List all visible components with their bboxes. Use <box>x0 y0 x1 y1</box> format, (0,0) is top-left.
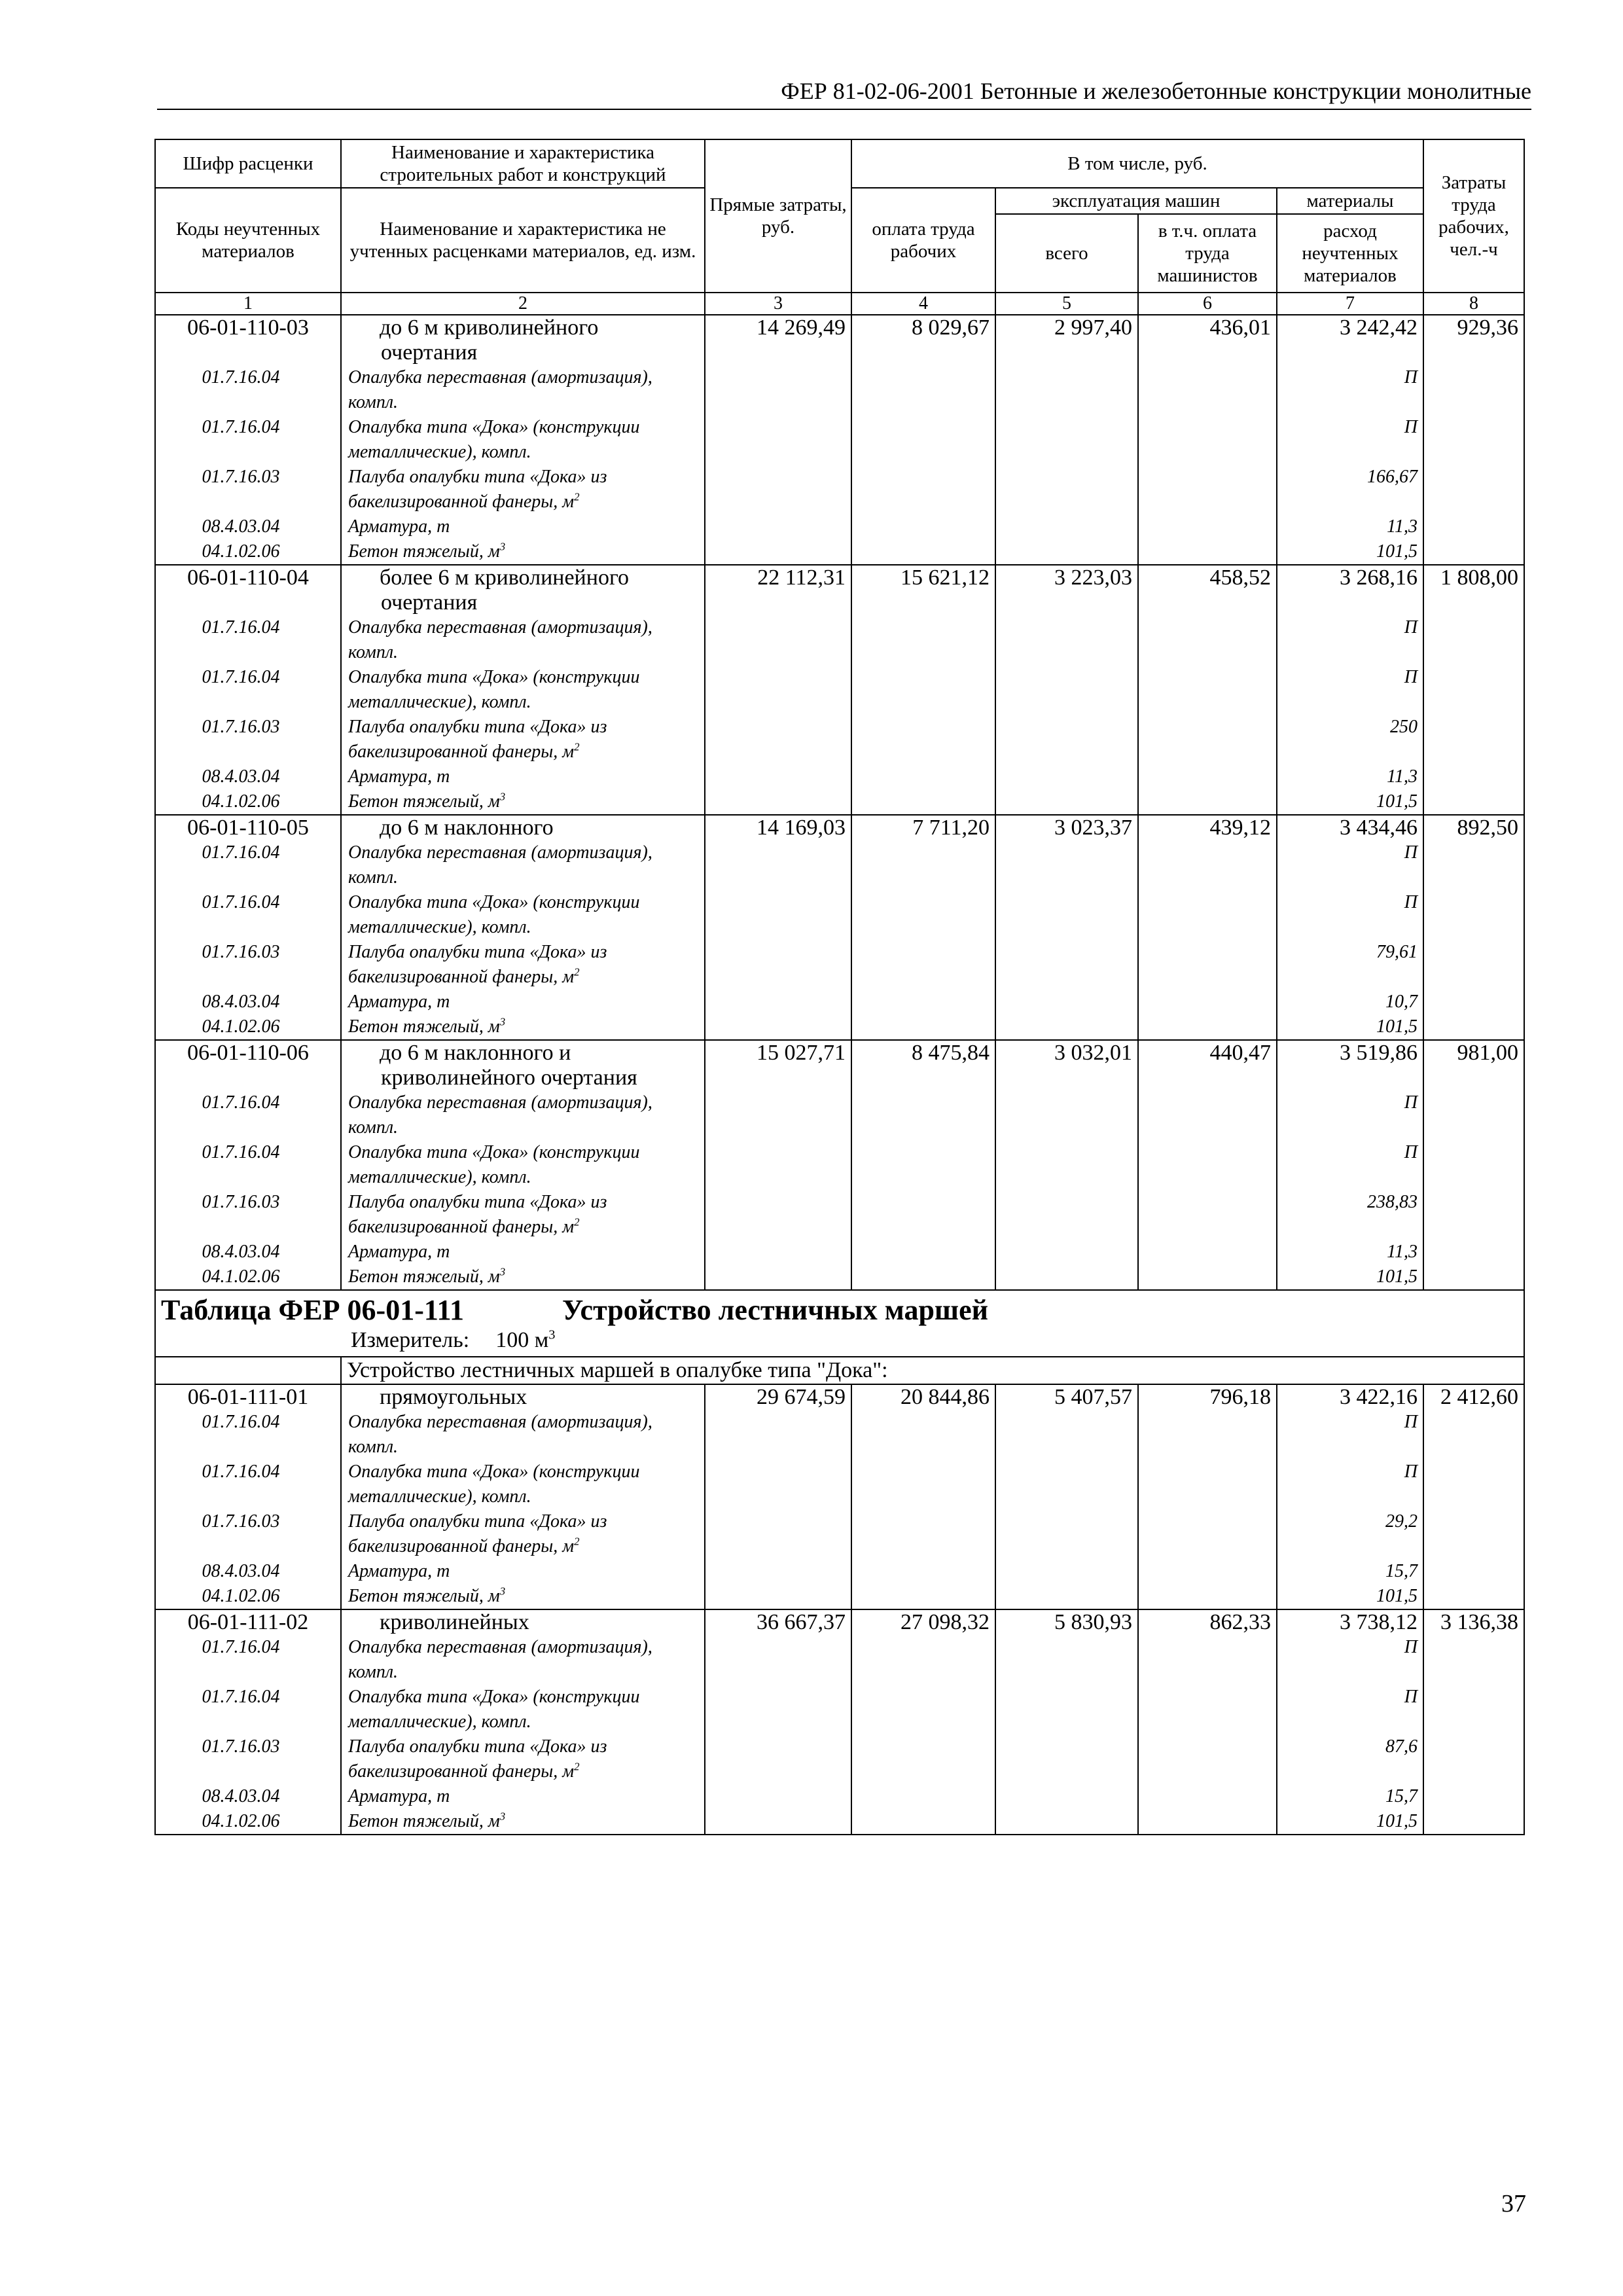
material-row <box>155 1265 1524 1290</box>
material-qty: П <box>1277 615 1423 665</box>
rate-value: 3 032,01 <box>995 1040 1138 1090</box>
page-header-text: ФЕР 81-02-06-2001 Бетонные и железобетонные конструкции монолитные <box>781 78 1531 104</box>
material-qty: П <box>1277 840 1423 890</box>
material-qty: П <box>1277 1410 1423 1460</box>
rate-value: 3 023,37 <box>995 815 1138 840</box>
price-table <box>154 139 1525 1835</box>
material-qty: П <box>1277 665 1423 715</box>
material-row <box>155 990 1524 1014</box>
rate-value: 929,36 <box>1423 315 1524 365</box>
material-name: Опалубка переставная (амортизация), компл. <box>341 365 705 415</box>
column-number: 7 <box>1277 293 1423 315</box>
rate-code: 06-01-110-03 <box>155 315 341 365</box>
section-subheading: Устройство лестничных маршей в опалубке типа "Дока": <box>341 1357 1524 1384</box>
rate-value: 15 621,12 <box>851 565 995 615</box>
material-name: Опалубка переставная (амортизация), компл. <box>341 615 705 665</box>
rate-value: 14 269,49 <box>705 315 851 365</box>
rate-value: 14 169,03 <box>705 815 851 840</box>
material-name: Палуба опалубки типа «Дока» из бакелизированной фанеры, $м^2$ <box>341 715 705 764</box>
material-qty: 101,5 <box>1277 1014 1423 1040</box>
rate-value: 796,18 <box>1138 1384 1277 1410</box>
rate-row <box>155 1609 1524 1635</box>
rate-value: 3 223,03 <box>995 565 1138 615</box>
rate-value: 981,00 <box>1423 1040 1524 1090</box>
material-name: Палуба опалубки типа «Дока» из бакелизированной фанеры, $м^2$ <box>341 1734 705 1784</box>
material-code: 01.7.16.03 <box>155 1190 341 1240</box>
material-qty: 238,83 <box>1277 1190 1423 1240</box>
header-work-name: Наименование и характеристика строительных работ и конструкций <box>341 139 705 188</box>
rate-value: 436,01 <box>1138 315 1277 365</box>
material-name: Палуба опалубки типа «Дока» из бакелизированной фанеры, $м^2$ <box>341 1190 705 1240</box>
header-materials-unaccounted: расход неучтенных материалов <box>1277 214 1423 293</box>
rate-value: 3 434,46 <box>1277 815 1423 840</box>
material-row <box>155 715 1524 764</box>
material-name: Палуба опалубки типа «Дока» из бакелизированной фанеры, $м^2$ <box>341 465 705 514</box>
column-number: 6 <box>1138 293 1277 315</box>
material-code: 04.1.02.06 <box>155 1265 341 1290</box>
material-code: 08.4.03.04 <box>155 1559 341 1584</box>
rate-row <box>155 1384 1524 1410</box>
material-name: Бетон тяжелый, $м^3$ <box>341 789 705 815</box>
material-row <box>155 940 1524 990</box>
rate-value: 3 136,38 <box>1423 1609 1524 1635</box>
material-name: Арматура, т <box>341 1240 705 1265</box>
unit-sup: 2 <box>574 1215 580 1229</box>
rate-name: криволинейных <box>341 1609 705 1635</box>
section-title-row <box>155 1290 1524 1357</box>
rate-value: 5 407,57 <box>995 1384 1138 1410</box>
material-name: Арматура, т <box>341 1784 705 1809</box>
material-code: 04.1.02.06 <box>155 1584 341 1609</box>
material-row <box>155 1685 1524 1734</box>
material-qty: П <box>1277 1685 1423 1734</box>
rate-row <box>155 315 1524 365</box>
material-name: Опалубка типа «Дока» (конструкции металлические), компл. <box>341 1460 705 1509</box>
material-code: 01.7.16.03 <box>155 465 341 514</box>
unit-sup: 3 <box>499 1265 506 1278</box>
material-code: 01.7.16.04 <box>155 665 341 715</box>
rate-value: 1 808,00 <box>1423 565 1524 615</box>
measure-value: 100 м <box>495 1328 549 1352</box>
material-code: 01.7.16.04 <box>155 840 341 890</box>
material-code: 01.7.16.04 <box>155 1410 341 1460</box>
material-code: 01.7.16.04 <box>155 1460 341 1509</box>
material-code: 04.1.02.06 <box>155 1014 341 1040</box>
header-material-codes: Коды неучтенных материалов <box>155 188 341 293</box>
material-code: 01.7.16.03 <box>155 1509 341 1559</box>
unit-sup: 2 <box>574 490 580 503</box>
material-row <box>155 1410 1524 1460</box>
material-row <box>155 514 1524 539</box>
material-row <box>155 1584 1524 1609</box>
rate-row <box>155 565 1524 615</box>
rate-value: 29 674,59 <box>705 1384 851 1410</box>
column-number: 5 <box>995 293 1138 315</box>
material-name: Бетон тяжелый, $м^3$ <box>341 1809 705 1835</box>
rate-row <box>155 1040 1524 1090</box>
material-row <box>155 1190 1524 1240</box>
material-qty: П <box>1277 1140 1423 1190</box>
material-code: 08.4.03.04 <box>155 1240 341 1265</box>
material-code: 08.4.03.04 <box>155 1784 341 1809</box>
material-row <box>155 1635 1524 1685</box>
material-code: 01.7.16.04 <box>155 415 341 465</box>
material-name: Бетон тяжелый, $м^3$ <box>341 1584 705 1609</box>
rate-value: 862,33 <box>1138 1609 1277 1635</box>
material-code: 04.1.02.06 <box>155 1809 341 1835</box>
rate-value: 7 711,20 <box>851 815 995 840</box>
material-qty: П <box>1277 365 1423 415</box>
material-name: Палуба опалубки типа «Дока» из бакелизированной фанеры, $м^2$ <box>341 940 705 990</box>
section-title <box>161 1293 1518 1327</box>
rate-value: 20 844,86 <box>851 1384 995 1410</box>
unit-sup: 2 <box>574 1535 580 1548</box>
header-direct-costs: Прямые затраты, руб. <box>705 139 851 293</box>
material-qty: П <box>1277 890 1423 940</box>
rate-code: 06-01-110-05 <box>155 815 341 840</box>
unit-sup: 2 <box>574 1760 580 1773</box>
column-number: 4 <box>851 293 995 315</box>
rate-code: 06-01-110-04 <box>155 565 341 615</box>
column-number: 3 <box>705 293 851 315</box>
material-name: Опалубка переставная (амортизация), компл. <box>341 840 705 890</box>
material-row <box>155 415 1524 465</box>
material-row <box>155 365 1524 415</box>
material-qty: 166,67 <box>1277 465 1423 514</box>
rate-value: 2 412,60 <box>1423 1384 1524 1410</box>
material-qty: 15,7 <box>1277 1559 1423 1584</box>
material-name: Опалубка переставная (амортизация), компл. <box>341 1410 705 1460</box>
header-materials: материалы <box>1277 188 1423 214</box>
unit-sup: 3 <box>499 1810 506 1823</box>
rate-value: 5 830,93 <box>995 1609 1138 1635</box>
unit-sup: 3 <box>499 790 506 803</box>
section-measure <box>161 1327 1518 1354</box>
material-row <box>155 789 1524 815</box>
material-name: Бетон тяжелый, $м^3$ <box>341 539 705 565</box>
rate-value: 22 112,31 <box>705 565 851 615</box>
material-qty: 11,3 <box>1277 1240 1423 1265</box>
material-name: Опалубка типа «Дока» (конструкции металлические), компл. <box>341 1685 705 1734</box>
rate-code: 06-01-111-01 <box>155 1384 341 1410</box>
material-row <box>155 539 1524 565</box>
material-qty: 11,3 <box>1277 764 1423 789</box>
material-row <box>155 1140 1524 1190</box>
unit-sup: 2 <box>574 965 580 978</box>
rate-value: 892,50 <box>1423 815 1524 840</box>
measure-sup: 3 <box>548 1327 556 1342</box>
header-material-names: Наименование и характеристика не учтенных расценками материалов, ед. изм. <box>341 188 705 293</box>
material-row <box>155 1014 1524 1040</box>
material-row <box>155 465 1524 514</box>
material-qty: П <box>1277 1090 1423 1140</box>
section-subheading-row <box>155 1357 1524 1384</box>
material-name: Опалубка типа «Дока» (конструкции металлические), компл. <box>341 890 705 940</box>
rate-code: 06-01-111-02 <box>155 1609 341 1635</box>
column-number-row <box>155 293 1524 315</box>
material-qty: 250 <box>1277 715 1423 764</box>
material-qty: 101,5 <box>1277 789 1423 815</box>
material-name: Палуба опалубки типа «Дока» из бакелизированной фанеры, $м^2$ <box>341 1509 705 1559</box>
material-code: 01.7.16.04 <box>155 1635 341 1685</box>
material-code: 01.7.16.03 <box>155 715 341 764</box>
material-name: Арматура, т <box>341 1559 705 1584</box>
material-row <box>155 1460 1524 1509</box>
material-qty: 15,7 <box>1277 1784 1423 1809</box>
material-name: Опалубка типа «Дока» (конструкции металлические), компл. <box>341 665 705 715</box>
column-number: 2 <box>341 293 705 315</box>
rate-value: 3 738,12 <box>1277 1609 1423 1635</box>
material-row <box>155 1509 1524 1559</box>
material-code: 04.1.02.06 <box>155 539 341 565</box>
material-name: Арматура, т <box>341 764 705 789</box>
material-code: 01.7.16.04 <box>155 1090 341 1140</box>
material-code: 08.4.03.04 <box>155 990 341 1014</box>
material-qty: 10,7 <box>1277 990 1423 1014</box>
header-machine-incl-pay: в т.ч. оплата труда машинистов <box>1138 214 1277 293</box>
rate-name: до 6 м наклонного <box>341 815 705 840</box>
rate-row <box>155 815 1524 840</box>
material-name: Опалубка переставная (амортизация), компл. <box>341 1090 705 1140</box>
unit-sup: 3 <box>499 1015 506 1028</box>
page-number: 37 <box>1501 2190 1526 2217</box>
rate-value: 458,52 <box>1138 565 1277 615</box>
rate-name: до 6 м наклонного и криволинейного очертания <box>341 1040 705 1090</box>
material-row <box>155 890 1524 940</box>
material-code: 04.1.02.06 <box>155 789 341 815</box>
material-code: 01.7.16.03 <box>155 940 341 990</box>
page-header <box>157 76 1531 110</box>
rate-value: 3 268,16 <box>1277 565 1423 615</box>
material-row <box>155 840 1524 890</box>
material-name: Бетон тяжелый, $м^3$ <box>341 1265 705 1290</box>
material-qty: 101,5 <box>1277 539 1423 565</box>
unit-sup: 2 <box>574 740 580 753</box>
material-qty: 101,5 <box>1277 1265 1423 1290</box>
header-machine-total: всего <box>995 214 1138 293</box>
material-qty: 101,5 <box>1277 1584 1423 1609</box>
rate-value: 3 519,86 <box>1277 1040 1423 1090</box>
material-row <box>155 1809 1524 1835</box>
rate-value: 2 997,40 <box>995 315 1138 365</box>
rate-name: более 6 м криволинейного очертания <box>341 565 705 615</box>
material-code: 01.7.16.03 <box>155 1734 341 1784</box>
material-name: Опалубка переставная (амортизация), компл. <box>341 1635 705 1685</box>
material-row <box>155 615 1524 665</box>
material-qty: 101,5 <box>1277 1809 1423 1835</box>
material-row <box>155 764 1524 789</box>
material-qty: П <box>1277 1460 1423 1509</box>
unit-sup: 3 <box>499 540 506 553</box>
header-worker-pay: оплата труда рабочих <box>851 188 995 293</box>
rate-value: 3 422,16 <box>1277 1384 1423 1410</box>
material-name: Арматура, т <box>341 990 705 1014</box>
header-machine-operation: эксплуатация машин <box>995 188 1277 214</box>
rate-value: 439,12 <box>1138 815 1277 840</box>
section-table-code: Таблица ФЕР 06-01-111 <box>161 1294 465 1326</box>
material-row <box>155 1559 1524 1584</box>
rate-value: 3 242,42 <box>1277 315 1423 365</box>
rate-name: до 6 м криволинейного очертания <box>341 315 705 365</box>
column-number: 8 <box>1423 293 1524 315</box>
material-code: 01.7.16.04 <box>155 1685 341 1734</box>
material-name: Арматура, т <box>341 514 705 539</box>
material-name: Опалубка типа «Дока» (конструкции металлические), компл. <box>341 1140 705 1190</box>
unit-sup: 3 <box>499 1585 506 1598</box>
material-qty: П <box>1277 1635 1423 1685</box>
header-including: В том числе, руб. <box>851 139 1423 188</box>
rate-code: 06-01-110-06 <box>155 1040 341 1090</box>
section-table-name: Устройство лестничных маршей <box>562 1294 988 1326</box>
rate-name: прямоугольных <box>341 1384 705 1410</box>
material-qty: 79,61 <box>1277 940 1423 990</box>
material-name: Бетон тяжелый, $м^3$ <box>341 1014 705 1040</box>
rate-value: 15 027,71 <box>705 1040 851 1090</box>
material-code: 01.7.16.04 <box>155 615 341 665</box>
material-row <box>155 1734 1524 1784</box>
material-code: 01.7.16.04 <box>155 890 341 940</box>
material-qty: 87,6 <box>1277 1734 1423 1784</box>
rate-value: 440,47 <box>1138 1040 1277 1090</box>
rate-value: 27 098,32 <box>851 1609 995 1635</box>
material-row <box>155 665 1524 715</box>
rate-value: 36 667,37 <box>705 1609 851 1635</box>
column-number: 1 <box>155 293 341 315</box>
material-row <box>155 1784 1524 1809</box>
measure-label: Измеритель: <box>351 1328 470 1352</box>
header-labor: Затраты труда рабочих, чел.-ч <box>1423 139 1524 293</box>
material-qty: 29,2 <box>1277 1509 1423 1559</box>
material-code: 01.7.16.04 <box>155 365 341 415</box>
material-row <box>155 1090 1524 1140</box>
material-row <box>155 1240 1524 1265</box>
material-qty: П <box>1277 415 1423 465</box>
rate-value: 8 029,67 <box>851 315 995 365</box>
material-code: 08.4.03.04 <box>155 514 341 539</box>
material-name: Опалубка типа «Дока» (конструкции металлические), компл. <box>341 415 705 465</box>
material-code: 08.4.03.04 <box>155 764 341 789</box>
header-code: Шифр расценки <box>155 139 341 188</box>
material-qty: 11,3 <box>1277 514 1423 539</box>
material-code: 01.7.16.04 <box>155 1140 341 1190</box>
rate-value: 8 475,84 <box>851 1040 995 1090</box>
